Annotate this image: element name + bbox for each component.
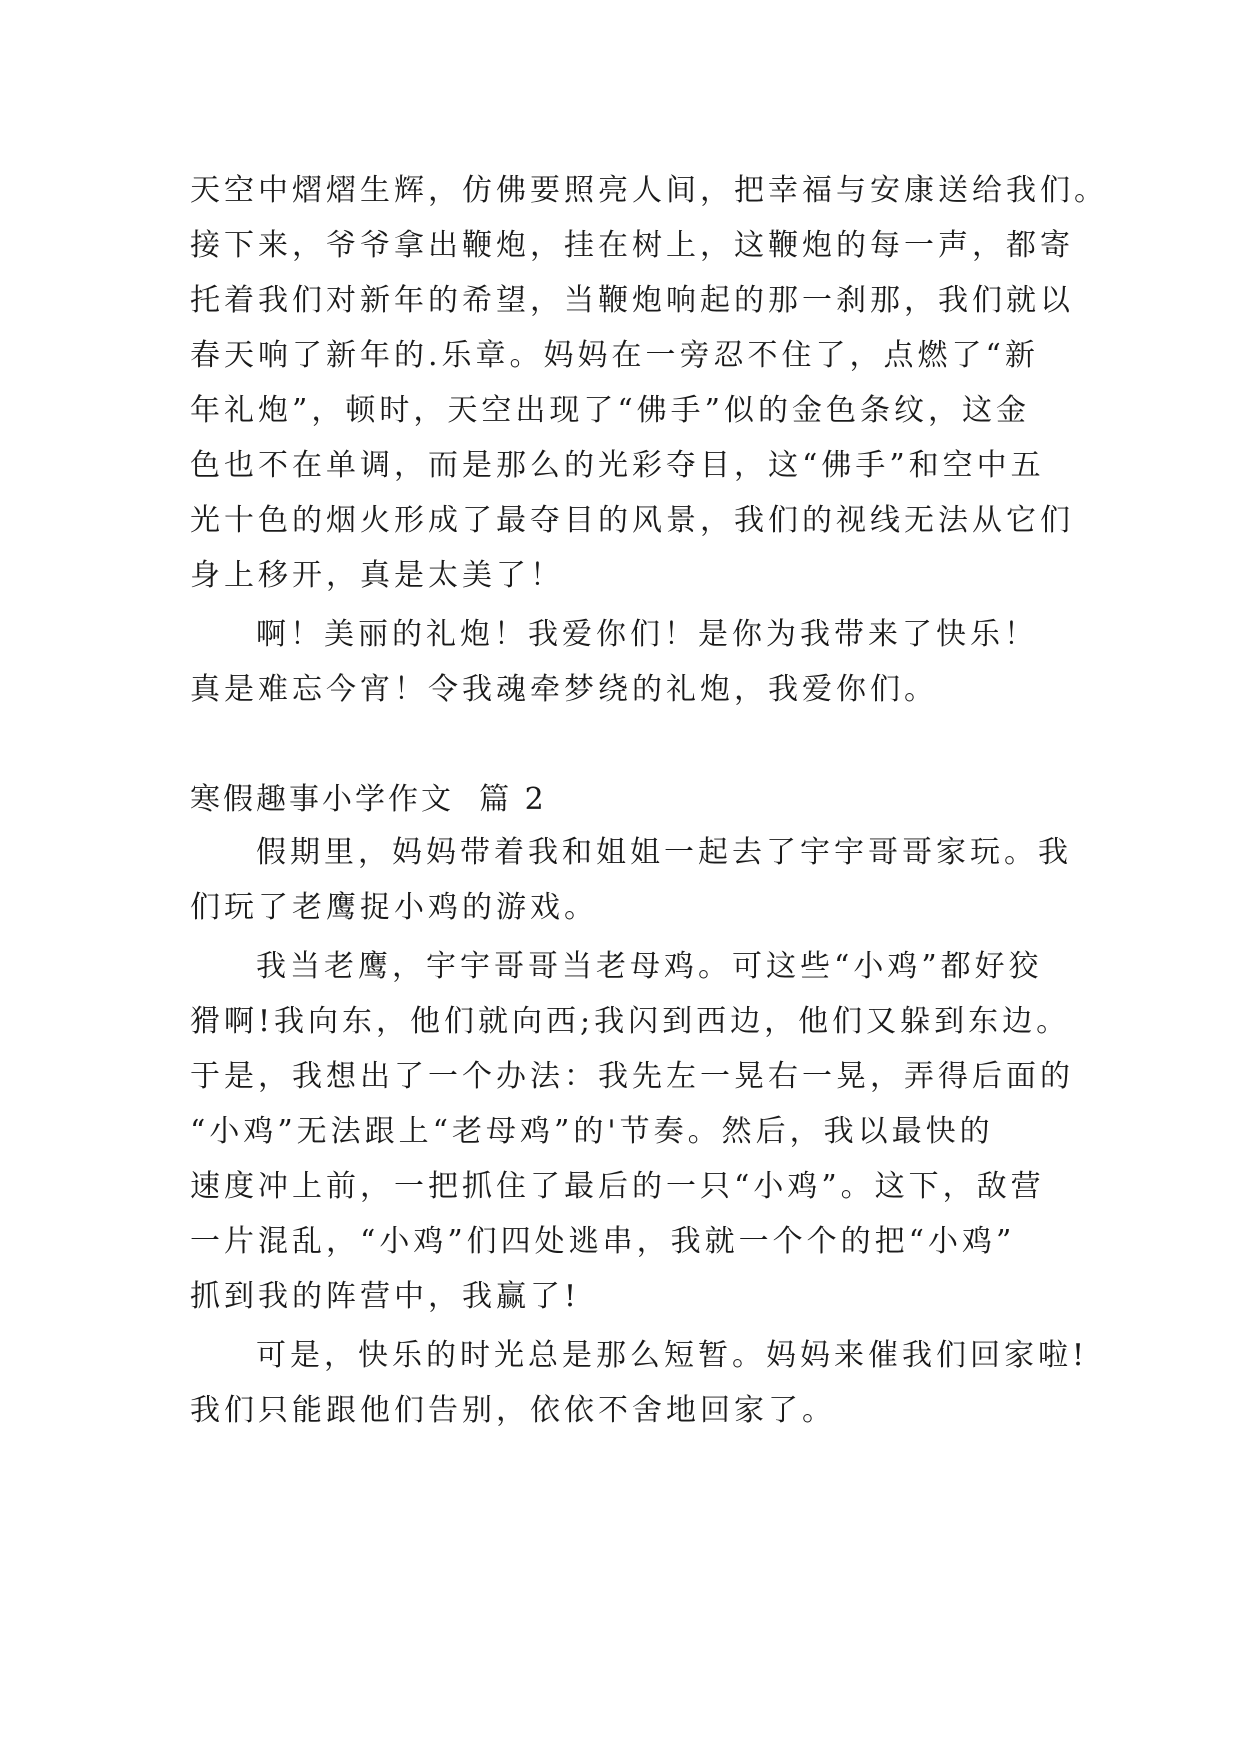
text-line: 抓到我的阵营中，我赢了!: [190, 1279, 581, 1314]
text-line: 色也不在单调，而是那么的光彩夺目，这“佛手”和空中五: [190, 448, 1045, 483]
section-title: 寒假趣事小学作文 篇 2: [190, 782, 547, 817]
text-line: 速度冲上前，一把抓住了最后的一只“小鸡”。这下，敌营: [190, 1169, 1045, 1204]
text-line: 天空中熠熠生辉，仿佛要照亮人间，把幸福与安康送给我们。: [190, 173, 1108, 208]
text-line: 我当老鹰，宇宇哥哥当老母鸡。可这些“小鸡”都好狡: [256, 949, 1043, 984]
text-line: 一片混乱，“小鸡”们四处逃串，我就一个个的把“小鸡”: [190, 1224, 1016, 1259]
paragraph-ending: [190, 1328, 1089, 1438]
text-line: 春天响了新年的.乐章。妈妈在一旁忍不住了，点燃了“新: [190, 338, 1039, 373]
paragraph-closing-exclamation: [190, 607, 1050, 717]
document-body: [190, 163, 1108, 1438]
text-line: 猾啊!我向东，他们就向西;我闪到西边，他们又躲到东边。: [190, 1004, 1071, 1039]
text-line: 我们只能跟他们告别，依依不舍地回家了。: [190, 1393, 836, 1428]
text-line: 们玩了老鹰捉小鸡的游戏。: [190, 890, 598, 925]
paragraph-fireworks-description: [190, 163, 1108, 603]
text-line: 假期里，妈妈带着我和姐姐一起去了宇宇哥哥家玩。我: [256, 835, 1072, 870]
text-line: 啊！美丽的礼炮！我爱你们！是你为我带来了快乐！: [256, 617, 1038, 652]
text-line: “小鸡”无法跟上“老母鸡”的'节奏。然后，我以最快的: [190, 1114, 994, 1149]
text-line: 接下来，爷爷拿出鞭炮，挂在树上，这鞭炮的每一声，都寄: [190, 228, 1074, 263]
text-line: 光十色的烟火形成了最夺目的风景，我们的视线无法从它们: [190, 503, 1074, 538]
text-line: 托着我们对新年的希望，当鞭炮响起的那一刹那，我们就以: [190, 283, 1074, 318]
text-line: 于是，我想出了一个办法：我先左一晃右一晃，弄得后面的: [190, 1059, 1074, 1094]
text-line: 年礼炮”，顿时，天空出现了“佛手”似的金色条纹，这金: [190, 393, 1031, 428]
text-line: 可是，快乐的时光总是那么短暂。妈妈来催我们回家啦!: [256, 1338, 1089, 1373]
text-line: 真是难忘今宵！令我魂牵梦绕的礼炮，我爱你们。: [190, 672, 938, 707]
paragraph-game-story: [190, 939, 1074, 1324]
paragraph-visit-intro: [190, 825, 1072, 935]
text-line: 身上移开，真是太美了！: [190, 558, 564, 593]
